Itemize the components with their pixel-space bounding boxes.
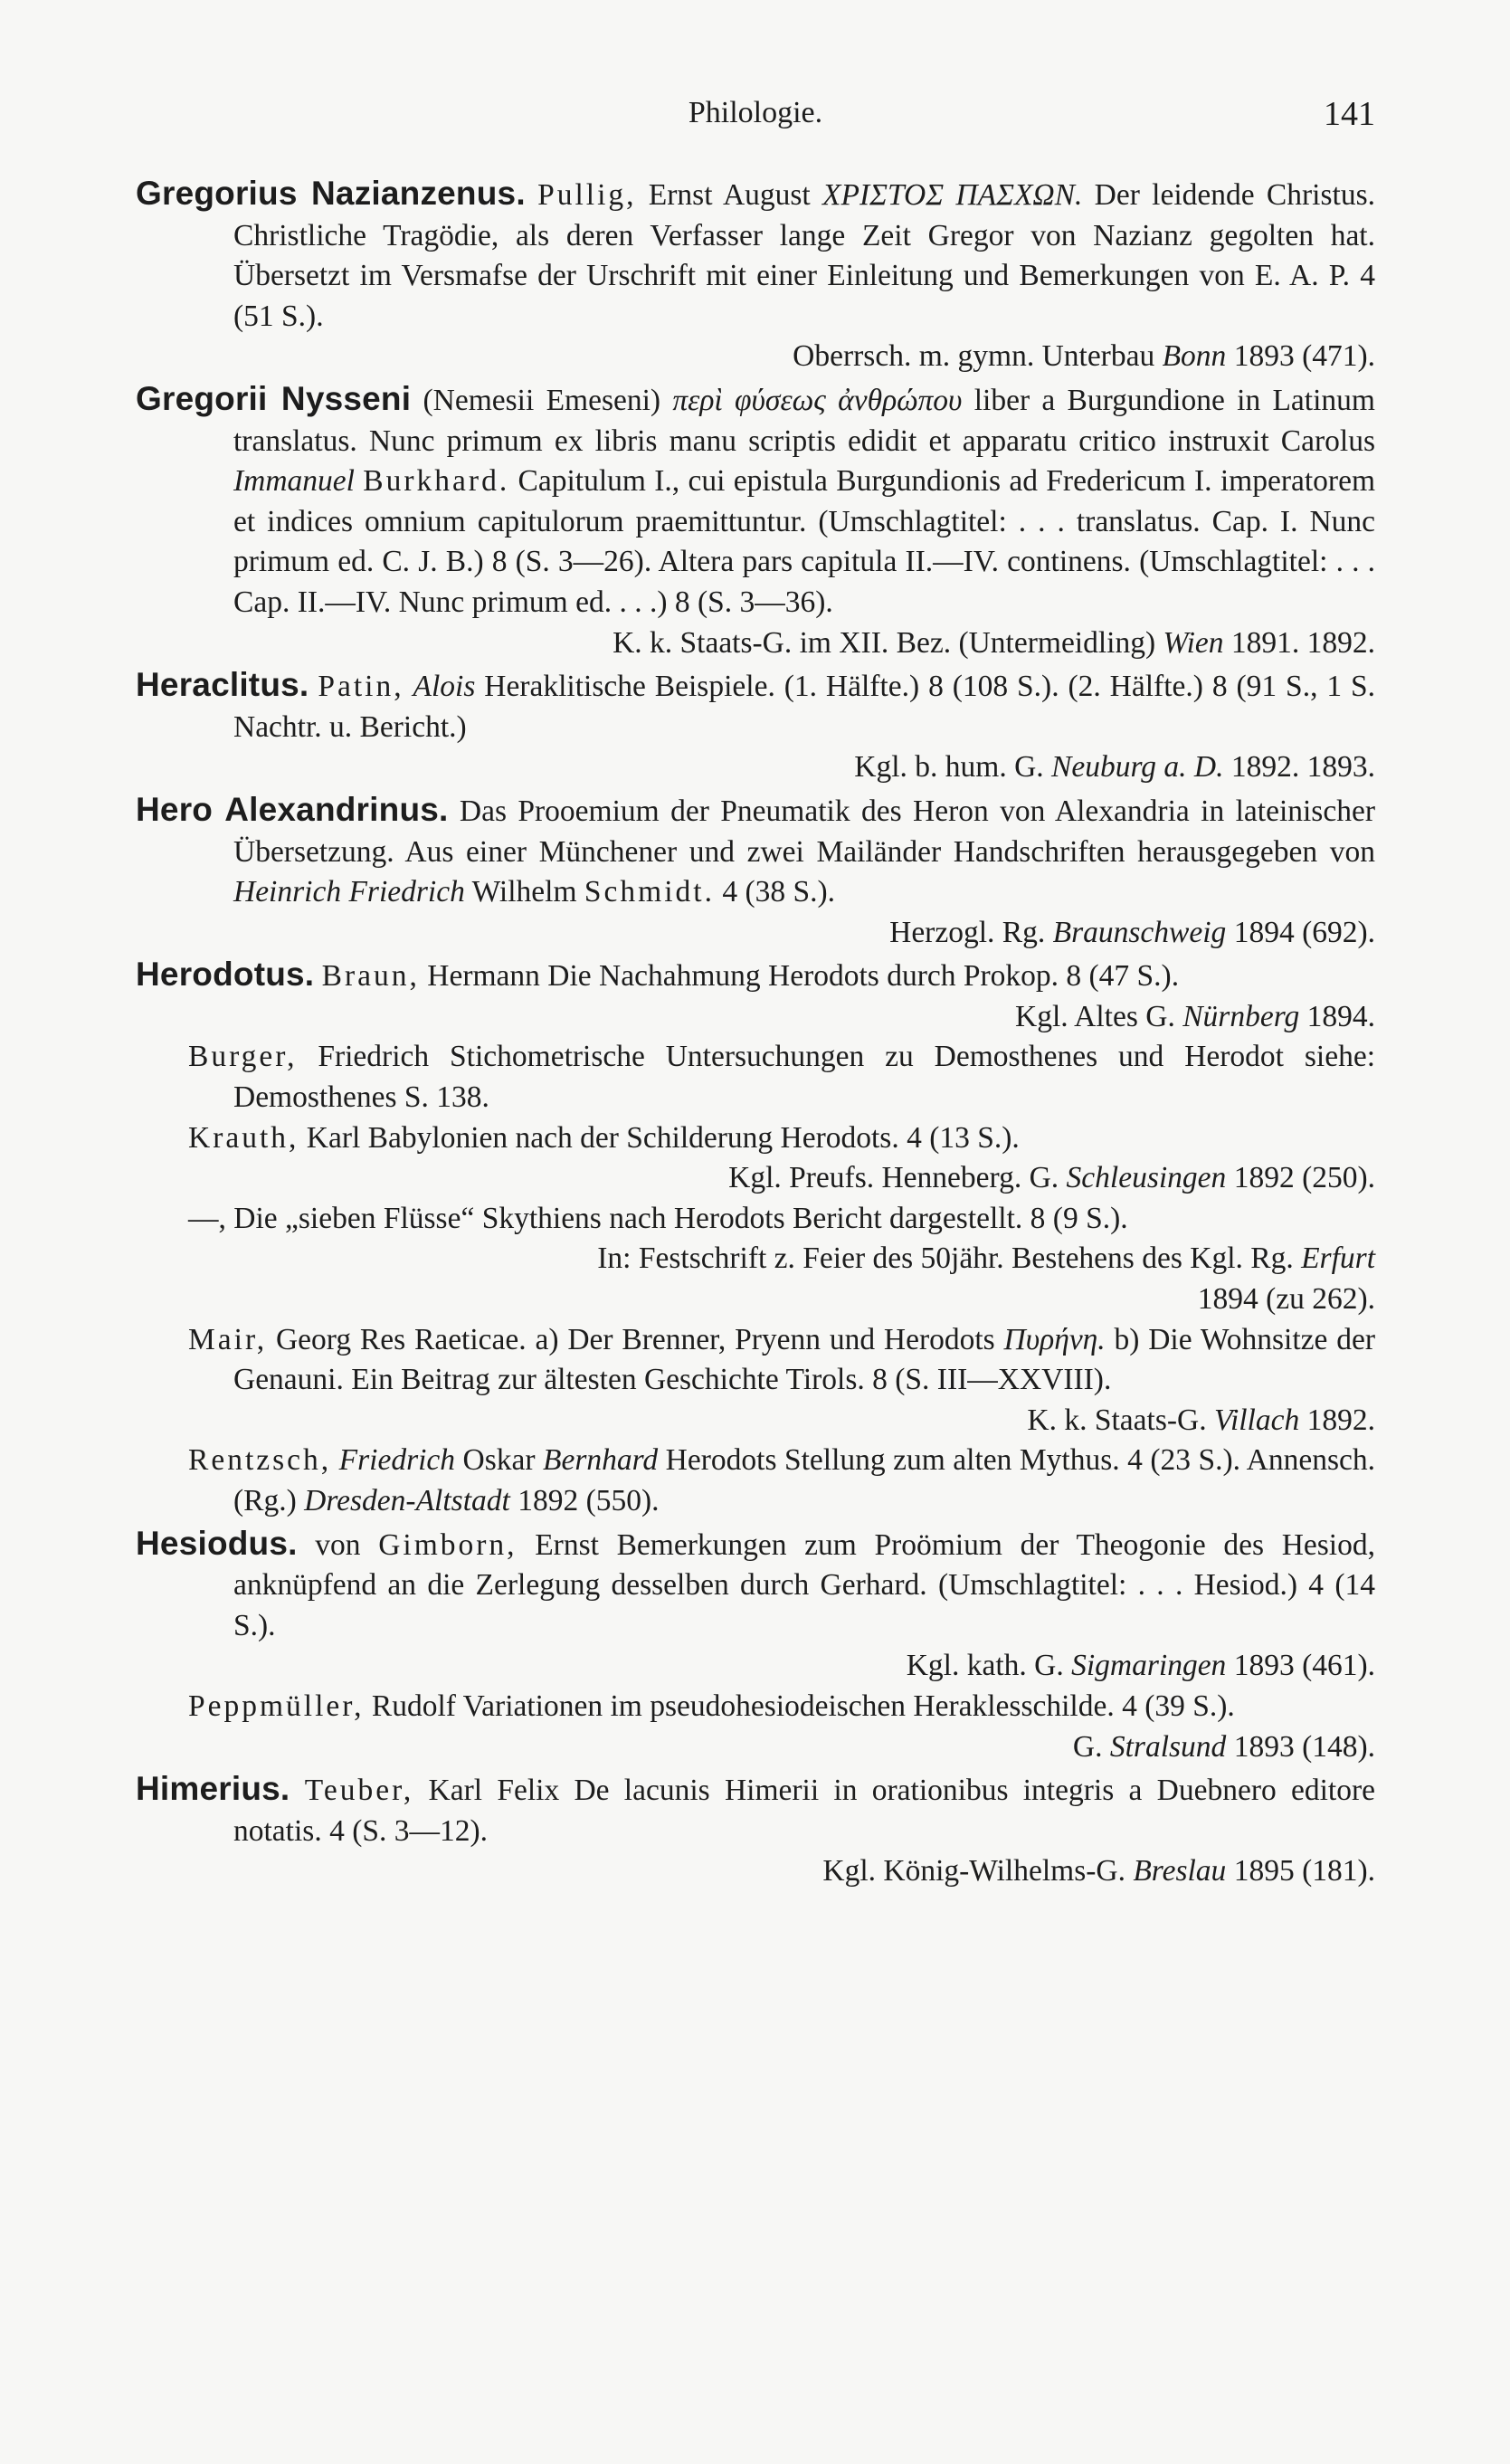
entry-text: Heraklitische Beispiele. (1. Hälfte.) 8 (108 S.). (2. Hälfte.) 8 (91 S., 1 S. Nachtr. u. Bericht.) [233, 670, 1376, 744]
entry-text: Rudolf Variationen im pseudohesiodeischen Heraklesschilde. 4 (39 S.). [364, 1689, 1235, 1723]
author-surname: Burger, [188, 1040, 298, 1074]
author-surname: Rentzsch, [188, 1443, 332, 1478]
greek-title: ΧΡΙΣΤΟΣ ΠΑΣΧΩΝ. [822, 178, 1083, 212]
place-name: Dresden-Altstadt [304, 1484, 510, 1517]
school-line [233, 913, 1375, 954]
entry-text: von [297, 1527, 379, 1562]
entry-burger [136, 1037, 1375, 1118]
author-surname: Schmidt. [584, 875, 715, 909]
year-number: 1892. 1893. [1223, 750, 1375, 785]
school-line [233, 997, 1375, 1038]
place-name: Erfurt [1301, 1242, 1375, 1276]
place-name: Stralsund [1109, 1729, 1227, 1764]
author-given-name: Heinrich Friedrich [233, 875, 465, 909]
entry-text: Friedrich Stichometrische Untersuchungen zu Demosthenes und Herodot siehe: Demosthenes S. 138. [233, 1040, 1375, 1115]
entry-text: Die „sieben Flüsse“ Skythiens nach Herodots Bericht dargestellt. 8 (9 S.). [225, 1201, 1128, 1235]
entry-mair [136, 1320, 1375, 1441]
entry-text: Herodots Stellung zum alten Mythus. 4 (23 S.). Annensch. (Rg.) [233, 1443, 1375, 1517]
author-surname: Patin, [318, 670, 404, 704]
place-name: Sigmaringen [1071, 1649, 1227, 1683]
headword: Gregorius Nazianzenus. [136, 175, 526, 212]
entry-hesiodus [136, 1524, 1375, 1687]
year-number: 1894. [1299, 999, 1375, 1033]
school-line [233, 623, 1375, 664]
school-name: Kgl. Altes G. [1015, 999, 1183, 1033]
author-surname: Braun, [321, 959, 420, 994]
place-name: Villach [1213, 1403, 1300, 1437]
entry-text: Karl Felix De lacunis Himerii in orationibus integris a Duebnero editore notatis. 4 (S. 3—12). [233, 1774, 1376, 1848]
entry-text: Capitulum I., cui epistula Burgundionis ad Fredericum I. imperatorem et indices omnium capitulorum praemittuntur. (Umschlagtitel: . . . translatus. Cap. I. Nunc primum ed. C. J. B.) 8 (S. 3—26). Altera pars capitula II.—IV. continens. (Umschlagtitel: . . . Cap. II.—IV. Nunc primum ed. . . .) 8 (S. 3—36). [233, 464, 1376, 619]
school-line [233, 1401, 1375, 1441]
greek-title: περὶ φύσεως ἀνθρώπου [672, 383, 963, 417]
school-name: Kgl. Preufs. Henneberg. G. [728, 1161, 1067, 1195]
school-name: Kgl. kath. G. [906, 1649, 1072, 1683]
school-name: K. k. Staats-G. im XII. Bez. (Untermeidling) [613, 625, 1163, 660]
headword: Herodotus. [136, 956, 315, 994]
place-name: Schleusingen [1066, 1161, 1227, 1195]
year-number: 1893 (461). [1226, 1649, 1375, 1683]
greek-word: Πυρήνη. [1003, 1322, 1106, 1356]
school-line [233, 1280, 1375, 1320]
entry-text: Das Prooemium der Pneumatik des Heron von Alexandria in lateinischer Übersetzung. Aus einer Münchener und zwei Mailänder Handschriften herausgegeben von [233, 794, 1375, 869]
school-name: Kgl. b. hum. G. [854, 750, 1052, 785]
year-number: 1894 (zu 262). [1197, 1282, 1375, 1317]
author-surname: Teuber, [304, 1774, 414, 1808]
place-name: Breslau [1133, 1854, 1227, 1888]
author-surname: Pullig, [537, 178, 637, 212]
year-number: 1892 (250). [1226, 1161, 1375, 1195]
place-name: Neuburg a. D. [1051, 750, 1224, 785]
school-line [233, 1239, 1375, 1280]
page-number: 141 [1324, 95, 1375, 133]
author-surname: Gimborn, [378, 1527, 518, 1562]
headword: Hesiodus. [136, 1524, 298, 1562]
entry-heraclitus [136, 665, 1375, 788]
headword: Heraclitus. [136, 666, 309, 704]
year-number: 1895 (181). [1226, 1854, 1375, 1888]
year-number: 1892. [1299, 1403, 1375, 1437]
place-name: Nürnberg [1182, 999, 1300, 1033]
school-line [233, 747, 1375, 788]
year-number: 1894 (692). [1226, 915, 1375, 949]
author-dash: —, [188, 1201, 226, 1235]
year-number: 1893 (148). [1226, 1729, 1375, 1764]
school-line [233, 1158, 1375, 1199]
entry-text: Oskar [455, 1443, 544, 1478]
school-line [233, 1646, 1375, 1687]
school-name: K. k. Staats-G. [1027, 1403, 1214, 1437]
entry-text: (Nemesii Emeseni) [411, 383, 673, 417]
entry-text: Karl Babylonien nach der Schilderung Herodots. 4 (13 S.). [299, 1120, 1020, 1155]
headword: Hero Alexandrinus. [136, 790, 449, 828]
entry-text: Georg Res Raeticae. a) Der Brenner, Pryenn und Herodots [267, 1322, 1004, 1356]
headword: Gregorii Nysseni [136, 379, 412, 417]
entry-krauth [136, 1118, 1375, 1199]
entry-hero-alexandrinus [136, 790, 1375, 953]
place-name: Bonn [1162, 339, 1227, 374]
entry-gregorius-nazianzenus [136, 174, 1375, 377]
entry-peppmueller [136, 1687, 1375, 1767]
author-given-name: Immanuel [233, 464, 355, 499]
school-line [233, 1727, 1375, 1768]
entry-text: liber a Burgundione in Latinum translatus. Nunc primum ex libris manu scriptis edidit et apparatu critico instruxit Carolus [233, 383, 1375, 458]
entry-text: Ernst August [636, 178, 823, 212]
entry-text: Der leidende Christus. Christliche Tragödie, als deren Verfasser lange Zeit Gregor von Nazianz gegolten hat. Übersetzt im Versmafse der Urschrift mit einer Einleitung und Bemerkungen von E. A. P. 4 (51 S.). [233, 178, 1375, 333]
author-given-name: Friedrich [338, 1443, 456, 1478]
school-line [233, 337, 1375, 377]
place-name: Braunschweig [1052, 915, 1227, 949]
school-name: Herzogl. Rg. [889, 915, 1053, 949]
year-number: 1893 (471). [1226, 339, 1375, 374]
school-line [233, 1851, 1375, 1892]
author-surname: Burkhard. [363, 464, 510, 499]
author-given-name: Bernhard [543, 1443, 659, 1478]
entry-himerius [136, 1769, 1375, 1892]
year-number: 1891. 1892. [1223, 625, 1375, 660]
author-surname: Krauth, [188, 1120, 299, 1155]
entry-rentzsch [136, 1441, 1375, 1521]
place-name: Wien [1163, 625, 1224, 660]
entry-text: Wilhelm [464, 875, 584, 909]
entry-text: b) Die Wohnsitze der Genauni. Ein Beitrag zur ältesten Geschichte Tirols. 8 (S. III—XXVIII). [233, 1322, 1375, 1397]
entry-text: Hermann Die Nachahmung Herodots durch Prokop. 8 (47 S.). [419, 959, 1180, 994]
school-name: Kgl. König-Wilhelms-G. [822, 1854, 1134, 1888]
running-head: Philologie. [688, 96, 823, 129]
entry-text: 4 (38 S.). [714, 875, 836, 909]
author-surname: Peppmüller, [188, 1689, 365, 1723]
entry-text: Ernst Bemerkungen zum Proömium der Theogonie des Hesiod, anknüpfend an die Zerlegung desselben durch Gerhard. (Umschlagtitel: . . . Hesiod.) 4 (14 S.). [233, 1527, 1375, 1642]
school-name: Oberrsch. m. gymn. Unterbau [793, 339, 1163, 374]
school-name: In: Festschrift z. Feier des 50jähr. Bestehens des Kgl. Rg. [597, 1242, 1302, 1276]
headword: Himerius. [136, 1770, 290, 1808]
author-surname: Mair, [188, 1322, 268, 1356]
page-header [136, 90, 1375, 136]
school-name: G. [1072, 1729, 1110, 1764]
entry-herodotus [136, 955, 1375, 1037]
entry-krauth-2 [136, 1199, 1375, 1320]
bibliography-list [136, 172, 1375, 1892]
year-number: 1892 (550). [509, 1484, 660, 1517]
author-given-name: Alois [413, 670, 476, 704]
entry-gregorii-nysseni [136, 379, 1375, 663]
